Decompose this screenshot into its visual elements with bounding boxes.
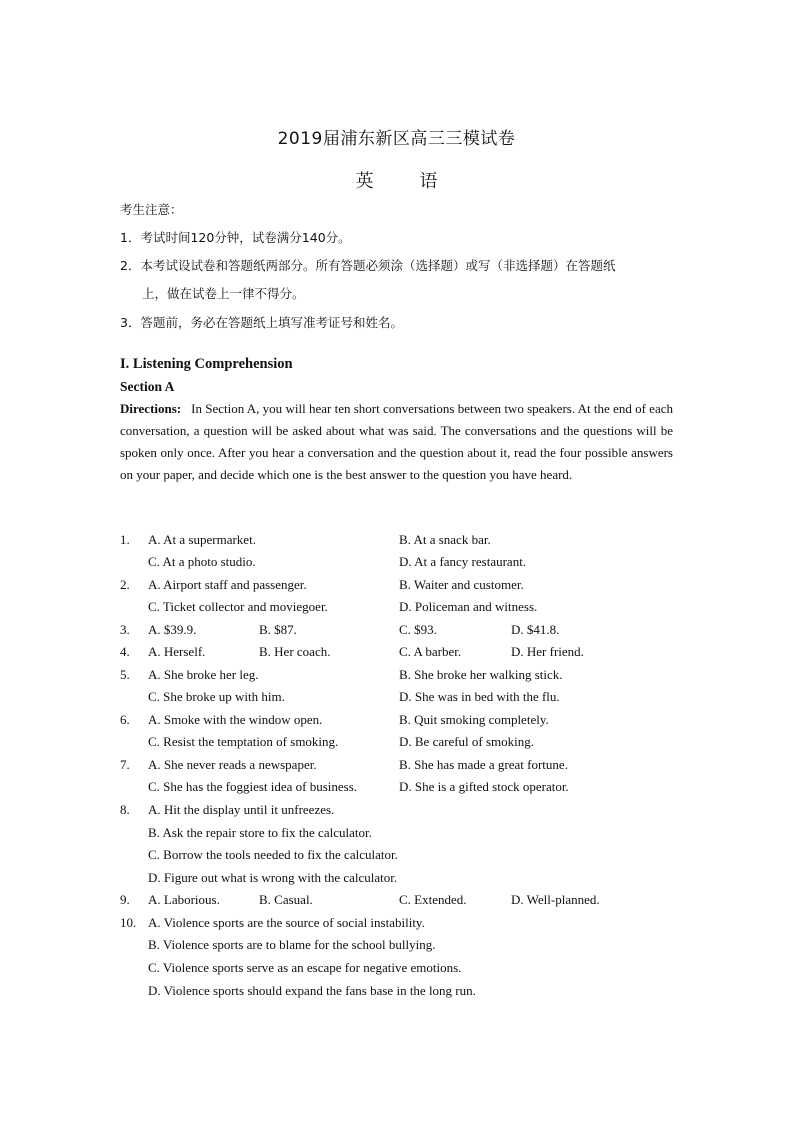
question-number: 9. xyxy=(120,892,130,907)
option-c: C. She has the foggiest idea of business. xyxy=(148,779,358,794)
option-b: B. She broke her walking stick. xyxy=(399,667,563,682)
option-d: D. Be careful of smoking. xyxy=(399,734,535,749)
option-a: A. Smoke with the window open. xyxy=(148,712,323,727)
option-b: B. Casual. xyxy=(259,892,313,907)
option-a: A. $39.9. xyxy=(148,622,197,637)
option-b: B. Ask the repair store to fix the calculator. xyxy=(148,825,372,840)
directions-text: In Section A, you will hear ten short conversations between two speakers. At the end of each conversation, a question will be asked about what was said. The conversations and the questions will be spoken only once. After you hear a conversation and the question about it, read the four possible answers on your paper, and decide which one is the best answer to the question you have heard. xyxy=(120,401,673,482)
option-c: C. Borrow the tools needed to fix the calculator. xyxy=(148,847,398,862)
question-number: 6. xyxy=(120,712,130,727)
option-b: B. Her coach. xyxy=(259,644,331,659)
option-c: C. $93. xyxy=(399,622,437,637)
page-title: 2019届浦东新区高三三模试卷 xyxy=(277,129,516,149)
option-a: A. Laborious. xyxy=(148,892,220,907)
option-c: C. Ticket collector and moviegoer. xyxy=(148,599,328,614)
part-title: I. Listening Comprehension xyxy=(120,356,293,372)
option-d: D. She is a gifted stock operator. xyxy=(399,779,569,794)
option-b: B. At a snack bar. xyxy=(399,532,491,547)
notice-item-2: 2．本考试设试卷和答题纸两部分。所有答题必须涂（选择题）或写（非选择题）在答题纸 xyxy=(120,258,616,273)
option-c: C. Resist the temptation of smoking. xyxy=(148,734,339,749)
option-a: A. Herself. xyxy=(148,644,206,659)
directions xyxy=(120,398,673,486)
option-d: D. Violence sports should expand the fans base in the long run. xyxy=(148,983,476,998)
option-c: C. Violence sports serve as an escape for negative emotions. xyxy=(148,960,462,975)
option-c: C. At a photo studio. xyxy=(148,554,256,569)
option-d: D. $41.8. xyxy=(511,622,560,637)
notice-item-1: 1．考试时间120分钟，试卷满分140分。 xyxy=(120,230,351,245)
option-a: A. Violence sports are the source of social instability. xyxy=(148,915,425,930)
directions-label: Directions: xyxy=(120,401,182,416)
question-number: 8. xyxy=(120,802,130,817)
option-b: B. She has made a great fortune. xyxy=(399,757,568,772)
option-d: D. Figure out what is wrong with the calculator. xyxy=(148,870,398,885)
option-b: B. Violence sports are to blame for the school bullying. xyxy=(148,937,436,952)
question-number: 5. xyxy=(120,667,130,682)
notice-item-3: 3．答题前，务必在答题纸上填写准考证号和姓名。 xyxy=(120,315,403,330)
option-a: A. She broke her leg. xyxy=(148,667,259,682)
option-b: B. Quit smoking completely. xyxy=(399,712,549,727)
option-c: C. Extended. xyxy=(399,892,467,907)
subject-char-2: 语 xyxy=(419,171,438,192)
section-title: Section A xyxy=(120,379,175,394)
notice-item-2-cont: 上，做在试卷上一律不得分。 xyxy=(142,286,305,301)
question-number: 3. xyxy=(120,622,130,637)
option-d: D. At a fancy restaurant. xyxy=(399,554,527,569)
option-a: A. At a supermarket. xyxy=(148,532,256,547)
option-b: B. $87. xyxy=(259,622,297,637)
question-number: 10. xyxy=(120,915,137,930)
question-number: 1. xyxy=(120,532,130,547)
option-c: C. She broke up with him. xyxy=(148,689,285,704)
option-b: B. Waiter and customer. xyxy=(399,577,524,592)
option-d: D. Her friend. xyxy=(511,644,584,659)
option-d: D. Well-planned. xyxy=(511,892,600,907)
question-number: 7. xyxy=(120,757,130,772)
question-number: 4. xyxy=(120,644,130,659)
option-d: D. She was in bed with the flu. xyxy=(399,689,560,704)
notice-heading: 考生注意： xyxy=(120,202,183,217)
option-a: A. Hit the display until it unfreezes. xyxy=(148,802,335,817)
subject-char-1: 英 xyxy=(355,171,374,192)
option-c: C. A barber. xyxy=(399,644,462,659)
option-a: A. Airport staff and passenger. xyxy=(148,577,307,592)
option-a: A. She never reads a newspaper. xyxy=(148,757,317,772)
subject-heading xyxy=(0,167,793,193)
question-number: 2. xyxy=(120,577,130,592)
option-d: D. Policeman and witness. xyxy=(399,599,538,614)
